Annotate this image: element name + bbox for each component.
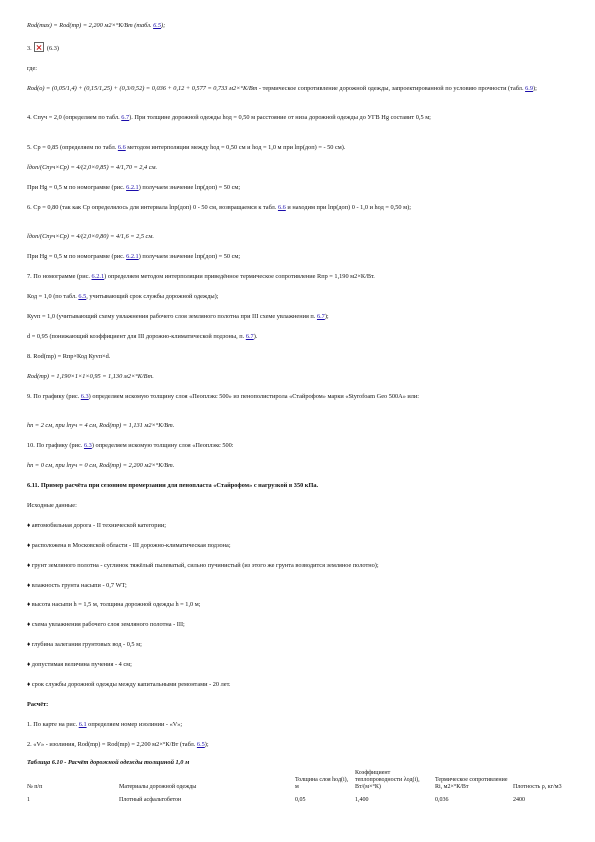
paragraph-calc-1: 1. По карте на рис. 6.1 определяем номер изолинии - «V»; — [27, 721, 183, 728]
ref-link[interactable]: 6.6 — [277, 204, 286, 211]
list-item: ♦ автомобильная дорога - II технической категории; — [27, 522, 166, 529]
ref-link[interactable]: 6.5 — [78, 293, 87, 300]
column-header: Плотность ρ, кг/м3 — [513, 784, 562, 790]
formula-line-1: Rod(max) = Rod(mp) = 2,200 м2×°К/Вт (табл. 6.5); — [27, 22, 166, 29]
paragraph-step-7: 7. По номограмме (рис. 6.2.1) определяем методом интерполяции приведённое термическое сопротивление Rпр = 1,190 м2×К/Вт. — [27, 273, 375, 280]
column-header: Толщина слоя hод(i), м — [295, 777, 349, 790]
paragraph-calc-2: 2. «V» - изолиния, Rod(mp) = Rod(mp) = 2,200 м2×°К/Вт (табл. 6.5); — [27, 741, 209, 748]
ref-link[interactable]: 6.6 — [117, 144, 126, 151]
ref-link[interactable]: 6.5 — [153, 22, 161, 29]
paragraph-d: d = 0,95 (понижающий коэффициент для III дорожно-климатической подзоны, п. 6.7). — [27, 333, 258, 340]
where-label: где: — [27, 65, 38, 72]
list-item: ♦ расположена в Московской области - III дорожно-климатическая подзона; — [27, 542, 231, 549]
table-cell: 2400 — [513, 797, 525, 803]
list-item: ♦ грунт земляного полотна - суглинок тяжёлый пылеватый, сильно пучинистый (из этого же грунта возводится земляное полотно); — [27, 562, 379, 569]
column-header: Материалы дорожной одежды — [119, 784, 197, 790]
column-header: Термическое сопротивление Ri, м2×°К/Вт — [435, 777, 508, 790]
broken-image-icon — [34, 42, 44, 52]
paragraph-nomogram-2: При Hg = 0,5 м по номограмме (рис. 6.2.1) получаем значение lпр(доп) = 50 см; — [27, 253, 241, 260]
list-item: ♦ схема увлажнения рабочего слоя земляного полотна - III; — [27, 621, 185, 628]
list-item: ♦ срок службы дорожной одежды между капитальными ремонтами - 20 лет. — [27, 681, 231, 688]
list-item: ♦ допустимая величина пучения - 4 см; — [27, 661, 132, 668]
ref-link[interactable]: 6.9 — [525, 85, 533, 92]
ref-link[interactable]: 6.7 — [121, 114, 130, 121]
ref-link[interactable]: 6.2.1 — [91, 273, 105, 280]
ref-link[interactable]: 6.5 — [196, 741, 205, 748]
paragraph-step-6: 6. Ср = 0,80 (так как Ср определялось для интервала lпр(доп) 0 - 50 см, возвращаемся к табл. 6.6 и находим при lпр(доп) 0 - 1,0 и hод = 0,50 м); — [27, 204, 411, 211]
ref-link[interactable]: 6.3 — [83, 442, 92, 449]
list-item: ♦ высота насыпи h = 1,5 м, толщина дорожной одежды h = 1,0 м; — [27, 601, 201, 608]
initial-data-label: Исходные данные: — [27, 502, 77, 509]
column-header: № п/п — [27, 784, 43, 790]
ref-link[interactable]: 6.7 — [316, 313, 325, 320]
paragraph-step-9: 9. По графику (рис. 6.3) определяем искомую толщину слоя «Пеоплэкс 500» из пенополистирола «Стайрофом» марки «Styrofoam Geo 500А» или: — [27, 393, 420, 400]
table-row — [27, 795, 572, 804]
formula-rod-mp: Rod(mp) = 1,190×1×1×0,95 = 1,130 м2×°К/Вт. — [27, 373, 154, 380]
ref-link[interactable]: 6.2.1 — [126, 253, 139, 260]
table-cell: 1,400 — [355, 797, 369, 803]
section-heading-6-11: 6.11. Пример расчёта при сезонном промерзании для пенопласта «Стайрофом» с нагрузкой в 350 кПа. — [27, 482, 319, 489]
table-cell: 0,05 — [295, 797, 306, 803]
list-item: ♦ влажность грунта насыпи - 0,7 WT; — [27, 582, 127, 589]
paragraph-step-10: 10. По графику (рис. 6.3) определяем искомую толщину слоя «Пеоплэкс 500: — [27, 442, 234, 449]
list-item: ♦ глубина залегания грунтовых вод - 0,5 м; — [27, 641, 142, 648]
result-line-1: hп = 2 см, при lпуч = 4 см, Rod(mp) = 1,131 м2×°К/Вт. — [27, 422, 175, 429]
paragraph-step-8: 8. Rod(mp) = Rпр×Код Куvп×d. — [27, 353, 111, 360]
paragraph-step-4: 4. Спуч = 2,0 (определяем по табл. 6.7). При толщине дорожной одежды hод = 0,50 м расстояние от низа дорожной одежды до УГВ Hg составит 0,5 м; — [27, 114, 431, 121]
result-line-2: hп = 0 см, при lпуч = 0 см, Rod(mp) = 2,200 м2×°К/Вт. — [27, 462, 175, 469]
ref-link[interactable]: 6.7 — [245, 333, 254, 340]
paragraph-kod: Код = 1,0 (по табл. 6.5, учитывающий срок службы дорожной одежды); — [27, 293, 219, 300]
paragraph-rod-o: Rod(o) = (0,05/1,4) + (0,15/1,25) + (0,3/0,52) = 0,036 + 0,12 + 0,577 = 0,733 м2×°К/Вт - термическое сопротивление дорожной одежды, запроектированной по условию прочности (табл. 6.9); — [27, 85, 537, 92]
formula-line-3: 3. (6.3) — [27, 42, 572, 53]
paragraph-nomogram-1: При Hg = 0,5 м по номограмме (рис. 6.2.1) получаем значение lпр(доп) = 50 см; — [27, 184, 241, 191]
table-cell: 0,036 — [435, 797, 449, 803]
ref-link[interactable]: 6.3 — [80, 393, 89, 400]
column-header: Коэффициент теплопроводности λод(i), Вт/(м×°К) — [355, 770, 420, 790]
ref-link[interactable]: 6.2.1 — [126, 184, 139, 191]
pavement-table — [27, 770, 572, 804]
calculation-label: Расчёт: — [27, 701, 49, 708]
table-header-row — [27, 770, 572, 795]
paragraph-step-5: 5. Ср = 0,85 (определяем по табл. 6.6 методом интерполяции между hод = 0,50 см и hод = 1,0 м при lпр(доп) = - 50 см). — [27, 144, 346, 151]
formula-ratio-2: lдоп/(Спуч×Ср) = 4/(2,0×0,80) = 4/1,6 = 2,5 см. — [27, 233, 154, 240]
ref-link[interactable]: 6.1 — [78, 721, 87, 728]
table-cell: Плотный асфальтобетон — [119, 797, 182, 803]
table-cell: 1 — [27, 797, 30, 803]
table-caption: Таблица 6.10 - Расчёт дорожной одежды толщиной 1,0 м — [27, 759, 190, 766]
formula-ratio-1: lдоп/(Спуч×Ср) = 4/(2,0×0,85) = 4/1,70 = 2,4 см. — [27, 164, 158, 171]
paragraph-kuvp: Куvп = 1,0 (учитывающий схему увлажнения рабочего слоя земляного полотна при III схеме увлажнения п. 6.7); — [27, 313, 329, 320]
